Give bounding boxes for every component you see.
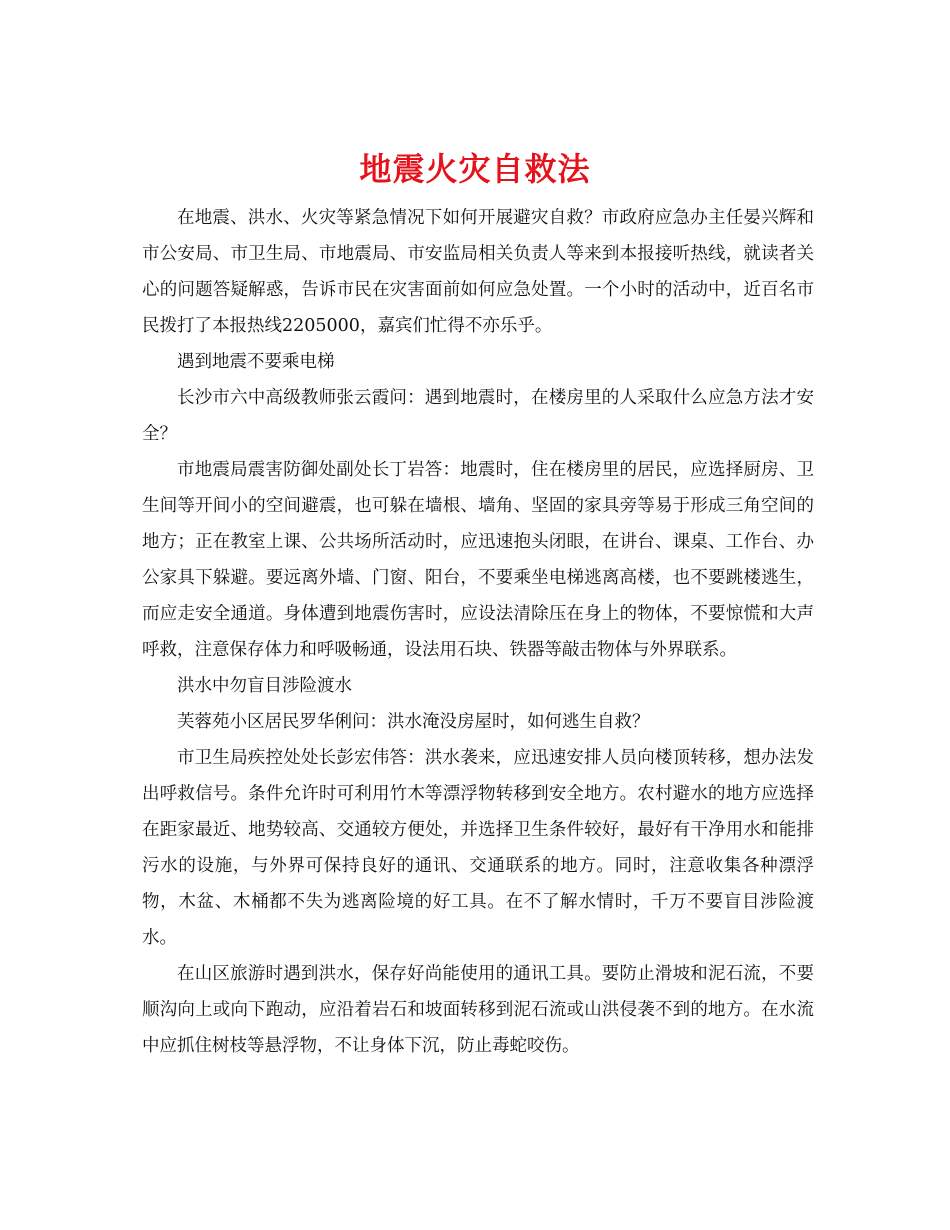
paragraph-answer-earthquake: 市地震局震害防御处副处长丁岩答：地震时，住在楼房里的居民，应选择厨房、卫生间等开间小的空间避震，也可躲在墙根、墙角、坚固的家具旁等易于形成三角空间的地方；正在教室上课、公共场所活动时，应迅速抱头闭眼，在讲台、课桌、工作台、办公家具下躲避。要远离外墙、门窗、阳台，不要乘坐电梯逃离高楼，也不要跳楼逃生，而应走安全通道。身体遭到地震伤害时，应设法清除压在身上的物体，不要惊慌和大声呼救，注意保存体力和呼吸畅通，设法用石块、铁器等敲击物体与外界联系。	[142, 460, 814, 660]
paragraph-question-flood: 芙蓉苑小区居民罗华俐问：洪水淹没房屋时，如何逃生自救？	[177, 712, 650, 732]
document-title: 地震火灾自救法	[359, 150, 591, 189]
paragraph-mountain-flood: 在山区旅游时遇到洪水，保存好尚能使用的通讯工具。要防止滑坡和泥石流，不要顺沟向上或向下跑动，应沿着岩石和坡面转移到泥石流或山洪侵袭不到的地方。在水流中应抓住树枝等悬浮物，不让身体下沉，防止毒蛇咬伤。	[142, 964, 814, 1056]
subheading-flood: 洪水中勿盲目涉险渡水	[177, 676, 352, 696]
document-body	[142, 200, 814, 1064]
paragraph-question-earthquake: 长沙市六中高级教师张云霞问：遇到地震时，在楼房里的人采取什么应急方法才安全？	[142, 388, 814, 444]
paragraph-intro: 在地震、洪水、火灾等紧急情况下如何开展避灾自救？市政府应急办主任晏兴辉和市公安局、市卫生局、市地震局、市安监局相关负责人等来到本报接听热线，就读者关心的问题答疑解惑，告诉市民在灾害面前如何应急处置。一个小时的活动中，近百名市民拨打了本报热线2205000，嘉宾们忙得不亦乐乎。	[142, 208, 814, 336]
subheading-earthquake: 遇到地震不要乘电梯	[177, 352, 335, 372]
paragraph-answer-flood: 市卫生局疾控处处长彭宏伟答：洪水袭来，应迅速安排人员向楼顶转移，想办法发出呼救信号。条件允许时可利用竹木等漂浮物转移到安全地方。农村避水的地方应选择在距家最近、地势较高、交通较方便处，并选择卫生条件较好，最好有干净用水和能排污水的设施，与外界可保持良好的通讯、交通联系的地方。同时，注意收集各种漂浮物，木盆、木桶都不失为逃离险境的好工具。在不了解水情时，千万不要盲目涉险渡水。	[142, 748, 814, 948]
